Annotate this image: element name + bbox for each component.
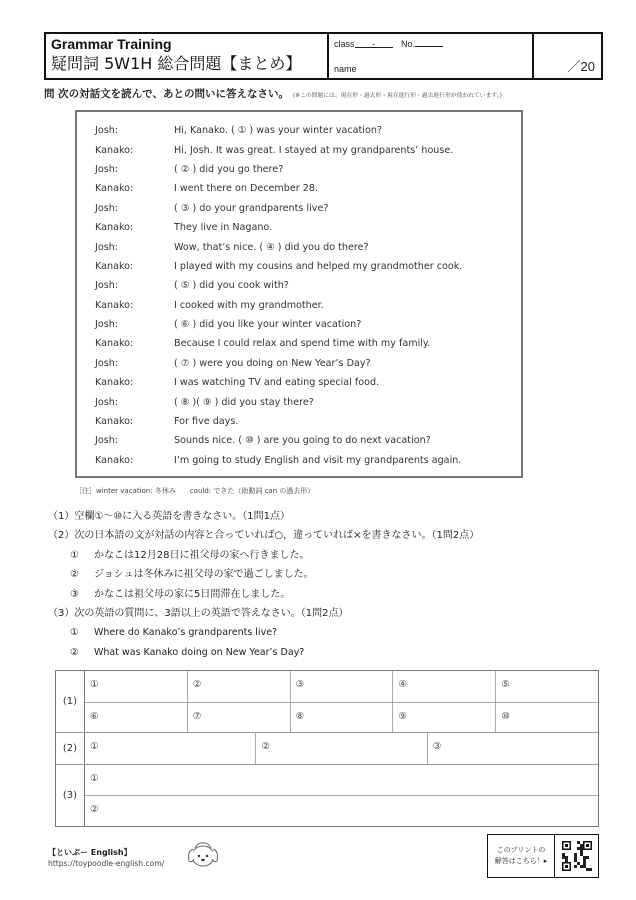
answer-cell[interactable]: ② bbox=[90, 804, 99, 815]
speaker-name: Josh: bbox=[95, 396, 119, 408]
site-url[interactable]: https://toypoodle-english.com/ bbox=[48, 859, 165, 868]
dialogue-text: Wow, that’s nice. ( ④ ) did you do there? bbox=[174, 241, 369, 253]
dialogue-line bbox=[95, 179, 521, 198]
answer-table bbox=[55, 670, 599, 827]
dialogue-line bbox=[95, 121, 521, 140]
no-label: No. bbox=[401, 39, 416, 49]
speaker-name: Kanako: bbox=[95, 416, 134, 428]
question-3-item: ② What was Kanako doing on New Year’s Day? bbox=[70, 646, 305, 658]
speaker-name: Kanako: bbox=[95, 222, 134, 234]
dialogue-text: I went there on December 28. bbox=[174, 183, 319, 195]
dialogue-line bbox=[95, 334, 521, 353]
instruction-main: 問 次の対話文を読んで、あとの問いに答えなさい。 bbox=[44, 88, 289, 100]
speaker-name: Kanako: bbox=[95, 454, 134, 466]
dialogue-line bbox=[95, 276, 521, 295]
answer-cell[interactable]: ① bbox=[90, 679, 99, 690]
question-1: （1）空欄①～⑩に入る英語を書きなさい。（1問1点） bbox=[48, 511, 291, 522]
title-jp: 疑問詞 5W1H 総合問題【まとめ】 bbox=[51, 54, 302, 73]
question-2-item: ③ かなこは祖父母の家に5日間滞在しました。 bbox=[70, 588, 291, 600]
answer-row-1 bbox=[56, 671, 598, 732]
answer-cell[interactable]: ② bbox=[255, 733, 426, 764]
dialogue-line bbox=[95, 373, 521, 392]
row-label: (3) bbox=[56, 765, 85, 826]
number-field[interactable] bbox=[415, 38, 443, 47]
answer-qr-box[interactable] bbox=[487, 834, 599, 878]
speaker-name: Josh: bbox=[95, 241, 119, 253]
dialogue-text: Sounds nice. ( ⑩ ) are you going to do next vacation? bbox=[174, 435, 431, 447]
instruction bbox=[44, 86, 502, 101]
dialogue-text: ( ③ ) do your grandparents live? bbox=[174, 202, 329, 214]
score-box bbox=[534, 34, 601, 78]
dialogue-line bbox=[95, 160, 521, 179]
dialogue-text: Hi, Kanako. ( ① ) was your winter vacation? bbox=[174, 125, 383, 137]
questions bbox=[48, 507, 479, 662]
question-3: （3）次の英語の質問に、3語以上の英語で答えなさい。（1問2点） bbox=[48, 607, 349, 619]
answer-cell[interactable]: ⑩ bbox=[495, 703, 598, 733]
footnote: ［注］winter vacation: 冬休み could: できた（助動詞 can の過去形） bbox=[75, 487, 315, 495]
dialogue-text: Because I could relax and spend time with my family. bbox=[174, 338, 431, 350]
answer-cell[interactable]: ③ bbox=[427, 733, 598, 764]
question-2-item: ② ジョシュは冬休みに祖父母の家で過ごしました。 bbox=[70, 569, 314, 581]
dialogue-line bbox=[95, 140, 521, 159]
dialogue-line bbox=[95, 412, 521, 431]
answer-cell[interactable]: ① bbox=[90, 772, 99, 784]
qr-caption: このプリントの 解答はこちら！▸ bbox=[488, 835, 555, 877]
dialogue-text: ( ⑧ )( ⑨ ) did you stay there? bbox=[174, 396, 314, 408]
qr-code-icon[interactable] bbox=[555, 835, 598, 877]
dialogue-text: For five days. bbox=[174, 416, 239, 428]
dialogue-box bbox=[75, 110, 523, 478]
speaker-name: Josh: bbox=[95, 319, 119, 331]
class-label: class bbox=[334, 39, 355, 49]
speaker-name: Josh: bbox=[95, 202, 119, 214]
dialogue-line bbox=[95, 257, 521, 276]
class-line bbox=[334, 38, 443, 49]
student-info bbox=[329, 34, 534, 78]
dialogue-line bbox=[95, 315, 521, 334]
dialogue-text: ( ⑥ ) did you like your winter vacation? bbox=[174, 319, 362, 331]
class-field[interactable]: - bbox=[355, 39, 393, 48]
dialogue-line bbox=[95, 354, 521, 373]
speaker-name: Kanako: bbox=[95, 377, 134, 389]
answer-cell[interactable]: ⑤ bbox=[495, 671, 598, 702]
speaker-name: Kanako: bbox=[95, 144, 134, 156]
answer-cell[interactable]: ⑦ bbox=[187, 703, 290, 733]
answer-cell[interactable]: ② bbox=[187, 671, 290, 702]
worksheet-header bbox=[44, 32, 603, 80]
dialogue-text: ( ⑦ ) were you doing on New Year’s Day? bbox=[174, 357, 371, 369]
dialogue-line bbox=[95, 451, 521, 470]
dialogue-text: ( ② ) did you go there? bbox=[174, 163, 284, 175]
row-label: (2) bbox=[56, 733, 85, 764]
dialogue-text: They live in Nagano. bbox=[174, 222, 273, 234]
answer-cell[interactable]: ③ bbox=[290, 671, 393, 702]
dialogue-text: I’m going to study English and visit my grandparents again. bbox=[174, 454, 462, 466]
answer-row-3 bbox=[56, 764, 598, 826]
answer-cell[interactable]: ⑧ bbox=[290, 703, 393, 733]
speaker-name: Josh: bbox=[95, 435, 119, 447]
dialogue-text: I played with my cousins and helped my grandmother cook. bbox=[174, 260, 463, 272]
speaker-name: Kanako: bbox=[95, 299, 134, 311]
dialogue-line bbox=[95, 199, 521, 218]
poodle-icon bbox=[184, 839, 222, 871]
question-2-item: ① かなこは12月28日に祖父母の家へ行きました。 bbox=[70, 549, 310, 561]
speaker-name: Kanako: bbox=[95, 183, 134, 195]
instruction-note: (※この問題には、現在形・過去形・現在進行形・過去進行形が使われています。) bbox=[292, 93, 502, 99]
score-total: ／20 bbox=[567, 59, 595, 74]
title-en: Grammar Training bbox=[51, 36, 172, 52]
title-block bbox=[46, 34, 329, 78]
answer-row-2 bbox=[56, 732, 598, 764]
dialogue-line bbox=[95, 218, 521, 237]
dialogue-line bbox=[95, 237, 521, 256]
dialogue-line bbox=[95, 296, 521, 315]
question-3-item: ① Where do Kanako’s grandparents live? bbox=[70, 627, 278, 639]
dialogue-text: Hi, Josh. It was great. I stayed at my grandparents’ house. bbox=[174, 144, 454, 156]
speaker-name: Josh: bbox=[95, 280, 119, 292]
question-2: （2）次の日本語の文が対話の内容と合っていれば○，違っていれば×を書きなさい。（1問2点） bbox=[48, 530, 480, 542]
dialogue-line bbox=[95, 431, 521, 450]
dialogue-line bbox=[95, 392, 521, 411]
brand-name: 【といぷー English】 bbox=[48, 848, 132, 857]
answer-cell[interactable]: ⑥ bbox=[90, 710, 99, 722]
speaker-name: Kanako: bbox=[95, 260, 134, 272]
speaker-name: Josh: bbox=[95, 357, 119, 369]
dialogue-text: ( ⑤ ) did you cook with? bbox=[174, 280, 289, 292]
speaker-name: Josh: bbox=[95, 163, 119, 175]
speaker-name: Josh: bbox=[95, 125, 119, 137]
name-label: name bbox=[334, 64, 357, 74]
dialogue-text: I was watching TV and eating special food. bbox=[174, 377, 380, 389]
answer-cell[interactable]: ⑨ bbox=[392, 703, 495, 733]
answer-cell[interactable]: ④ bbox=[392, 671, 495, 702]
speaker-name: Kanako: bbox=[95, 338, 134, 350]
row-label: (1) bbox=[56, 671, 85, 732]
dialogue-text: I cooked with my grandmother. bbox=[174, 299, 324, 311]
answer-cell[interactable]: ① bbox=[90, 741, 99, 752]
